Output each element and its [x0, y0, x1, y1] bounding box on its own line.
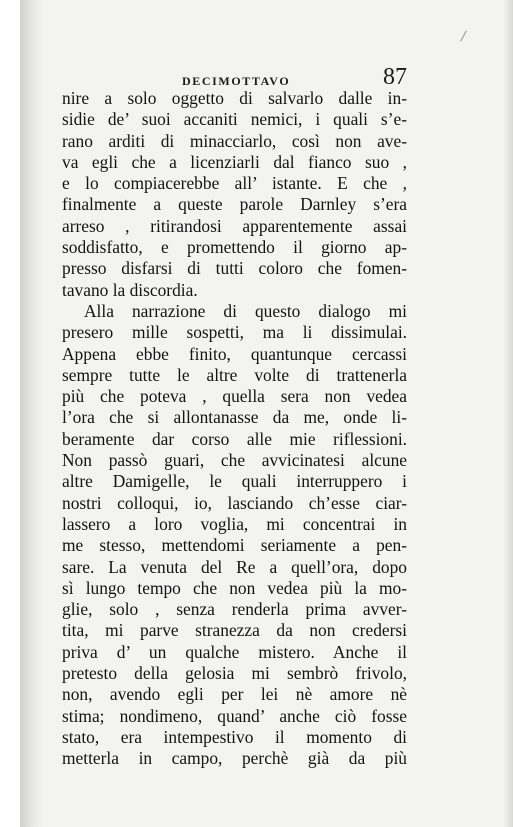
body-text: [62, 88, 407, 770]
page-number: 87: [383, 64, 407, 90]
text-line: non, avendo egli per lei nè amore nè: [62, 684, 407, 705]
text-line: lassero a loro voglia, mi concentrai in: [62, 513, 407, 534]
text-line: va egli che a licenziarli dal fianco suo ,: [62, 151, 407, 172]
text-line: tavano la discordia.: [62, 279, 198, 300]
text-line: presero mille sospetti, ma li dissimulai.: [62, 322, 407, 343]
paragraph-first-line: Alla narrazione di questo dialogo mi: [84, 300, 407, 321]
text-line: nostri colloqui, io, lasciando ch’esse ciar-: [62, 492, 407, 513]
text-line: Appena ebbe finito, quantunque cercassi: [62, 343, 407, 364]
text-line: rano arditi di minacciarlo, così non ave-: [62, 130, 407, 151]
text-line: glie, solo , senza renderla prima avver-: [62, 599, 407, 620]
text-line: e lo compiacerebbe all’ istante. E che ,: [62, 173, 407, 194]
page-edge: [503, 0, 513, 827]
text-line: stato, era intempestivo il momento di: [62, 726, 407, 747]
text-line: Non passò guari, che avvicinatesi alcune: [62, 450, 407, 471]
page-header: [62, 64, 407, 90]
text-line: arreso , ritirandosi apparentemente assai: [62, 215, 407, 236]
text-line: sidie de’ suoi accaniti nemici, i quali s’e-: [62, 109, 407, 130]
text-line: sempre tutte le altre volte di trattenerla: [62, 364, 407, 385]
text-line: metterla in campo, perchè già da più: [62, 748, 407, 769]
text-line: tita, mi parve stranezza da non credersi: [62, 620, 407, 641]
text-line: sì lungo tempo che non vedea più la mo-: [62, 577, 407, 598]
text-line: priva d’ un qualche mistero. Anche il: [62, 641, 407, 662]
text-line: me stesso, mettendomi seriamente a pen-: [62, 535, 407, 556]
text-line: presso disfarsi di tutti coloro che fomen-: [62, 258, 407, 279]
running-title: DECIMOTTAVO: [182, 74, 291, 88]
text-line: altre Damigelle, le quali interruppero i: [62, 471, 407, 492]
text-line: nire a solo oggetto di salvarlo dalle in-: [62, 88, 407, 108]
text-line: soddisfatto, e promettendo il giorno ap-: [62, 237, 407, 258]
text-line: più che poteva , quella sera non vedea: [62, 386, 407, 407]
text-line: pretesto della gelosia mi sembrò frivolo,: [62, 663, 407, 684]
text-line: l’ora che si allontanasse da me, onde li-: [62, 407, 407, 428]
text-line: sare. La venuta del Re a quell’ora, dopo: [62, 556, 407, 577]
text-line: beramente dar corso alle mie riflessioni.: [62, 428, 407, 449]
gutter-shadow: [20, 0, 42, 827]
text-line: stima; nondimeno, quand’ anche ciò fosse: [62, 705, 407, 726]
text-line: finalmente a queste parole Darnley s’era: [62, 194, 407, 215]
